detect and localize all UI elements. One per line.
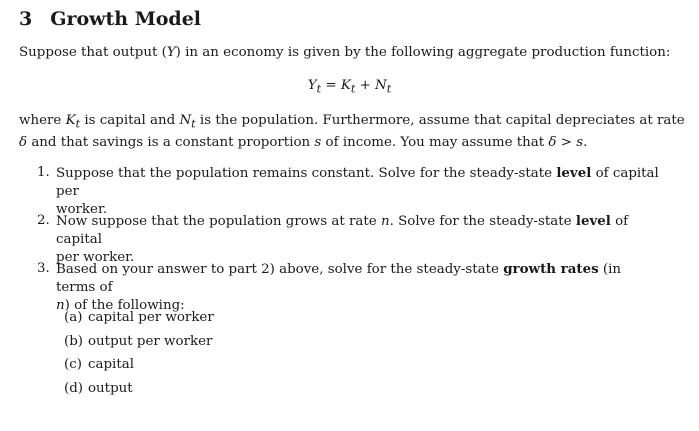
growth-rate-subitems: [64, 306, 214, 400]
question-2-text: Now suppose that the population grows at rate n. Solve for the steady-state level of capital per worker.: [56, 213, 629, 265]
definitions-paragraph: [19, 112, 685, 152]
equation-equals: =: [321, 78, 341, 93]
question-list-item-1: [37, 164, 659, 219]
question-list-item-2: [37, 212, 659, 267]
subitem-b: (b) output per worker: [64, 333, 213, 349]
definitions-line-2: δ and that savings is a constant proportion s of income. You may assume that δ > s.: [19, 134, 588, 150]
subitem-c: (c) capital: [64, 357, 134, 372]
equation-term-population-subscript: t: [386, 82, 392, 96]
equation-term-capital-subscript: t: [350, 82, 356, 96]
subitem-a: (a) capital per worker: [64, 310, 214, 325]
equation-term-population: N: [375, 78, 387, 93]
equation-lhs-subscript: t: [316, 82, 322, 96]
question-2-bold: level: [575, 213, 611, 229]
section-heading: [19, 8, 201, 30]
production-function-equation: [0, 78, 699, 96]
subitem-d: (d) output: [64, 380, 133, 396]
equation-term-capital: K: [340, 78, 351, 93]
equation-plus: +: [355, 78, 376, 93]
question-3-bold: growth rates: [503, 261, 599, 277]
intro-text: Suppose that output (Y) in an economy is given by the following aggregate production function:: [19, 45, 671, 60]
definitions-line-1: where $K_t$ is capital and $N_t$ is the population. Furthermore, assume that capital depreciates at rate: [19, 113, 685, 131]
equation-lhs: Y: [307, 78, 317, 93]
section-title: Growth Model: [50, 8, 202, 30]
question-2-marker: 2.: [37, 213, 50, 228]
section-number: 3: [19, 8, 33, 30]
intro-paragraph: [19, 44, 670, 62]
question-3-text: Based on your answer to part 2) above, solve for the steady-state growth rates (in terms of n) of the following:: [56, 261, 622, 313]
question-1-text: Suppose that the population remains constant. Solve for the steady-state level of capital per worker.: [56, 165, 659, 217]
question-3-marker: 3.: [37, 261, 50, 276]
question-1-bold: level: [556, 165, 592, 181]
question-1-marker: 1.: [37, 165, 50, 180]
